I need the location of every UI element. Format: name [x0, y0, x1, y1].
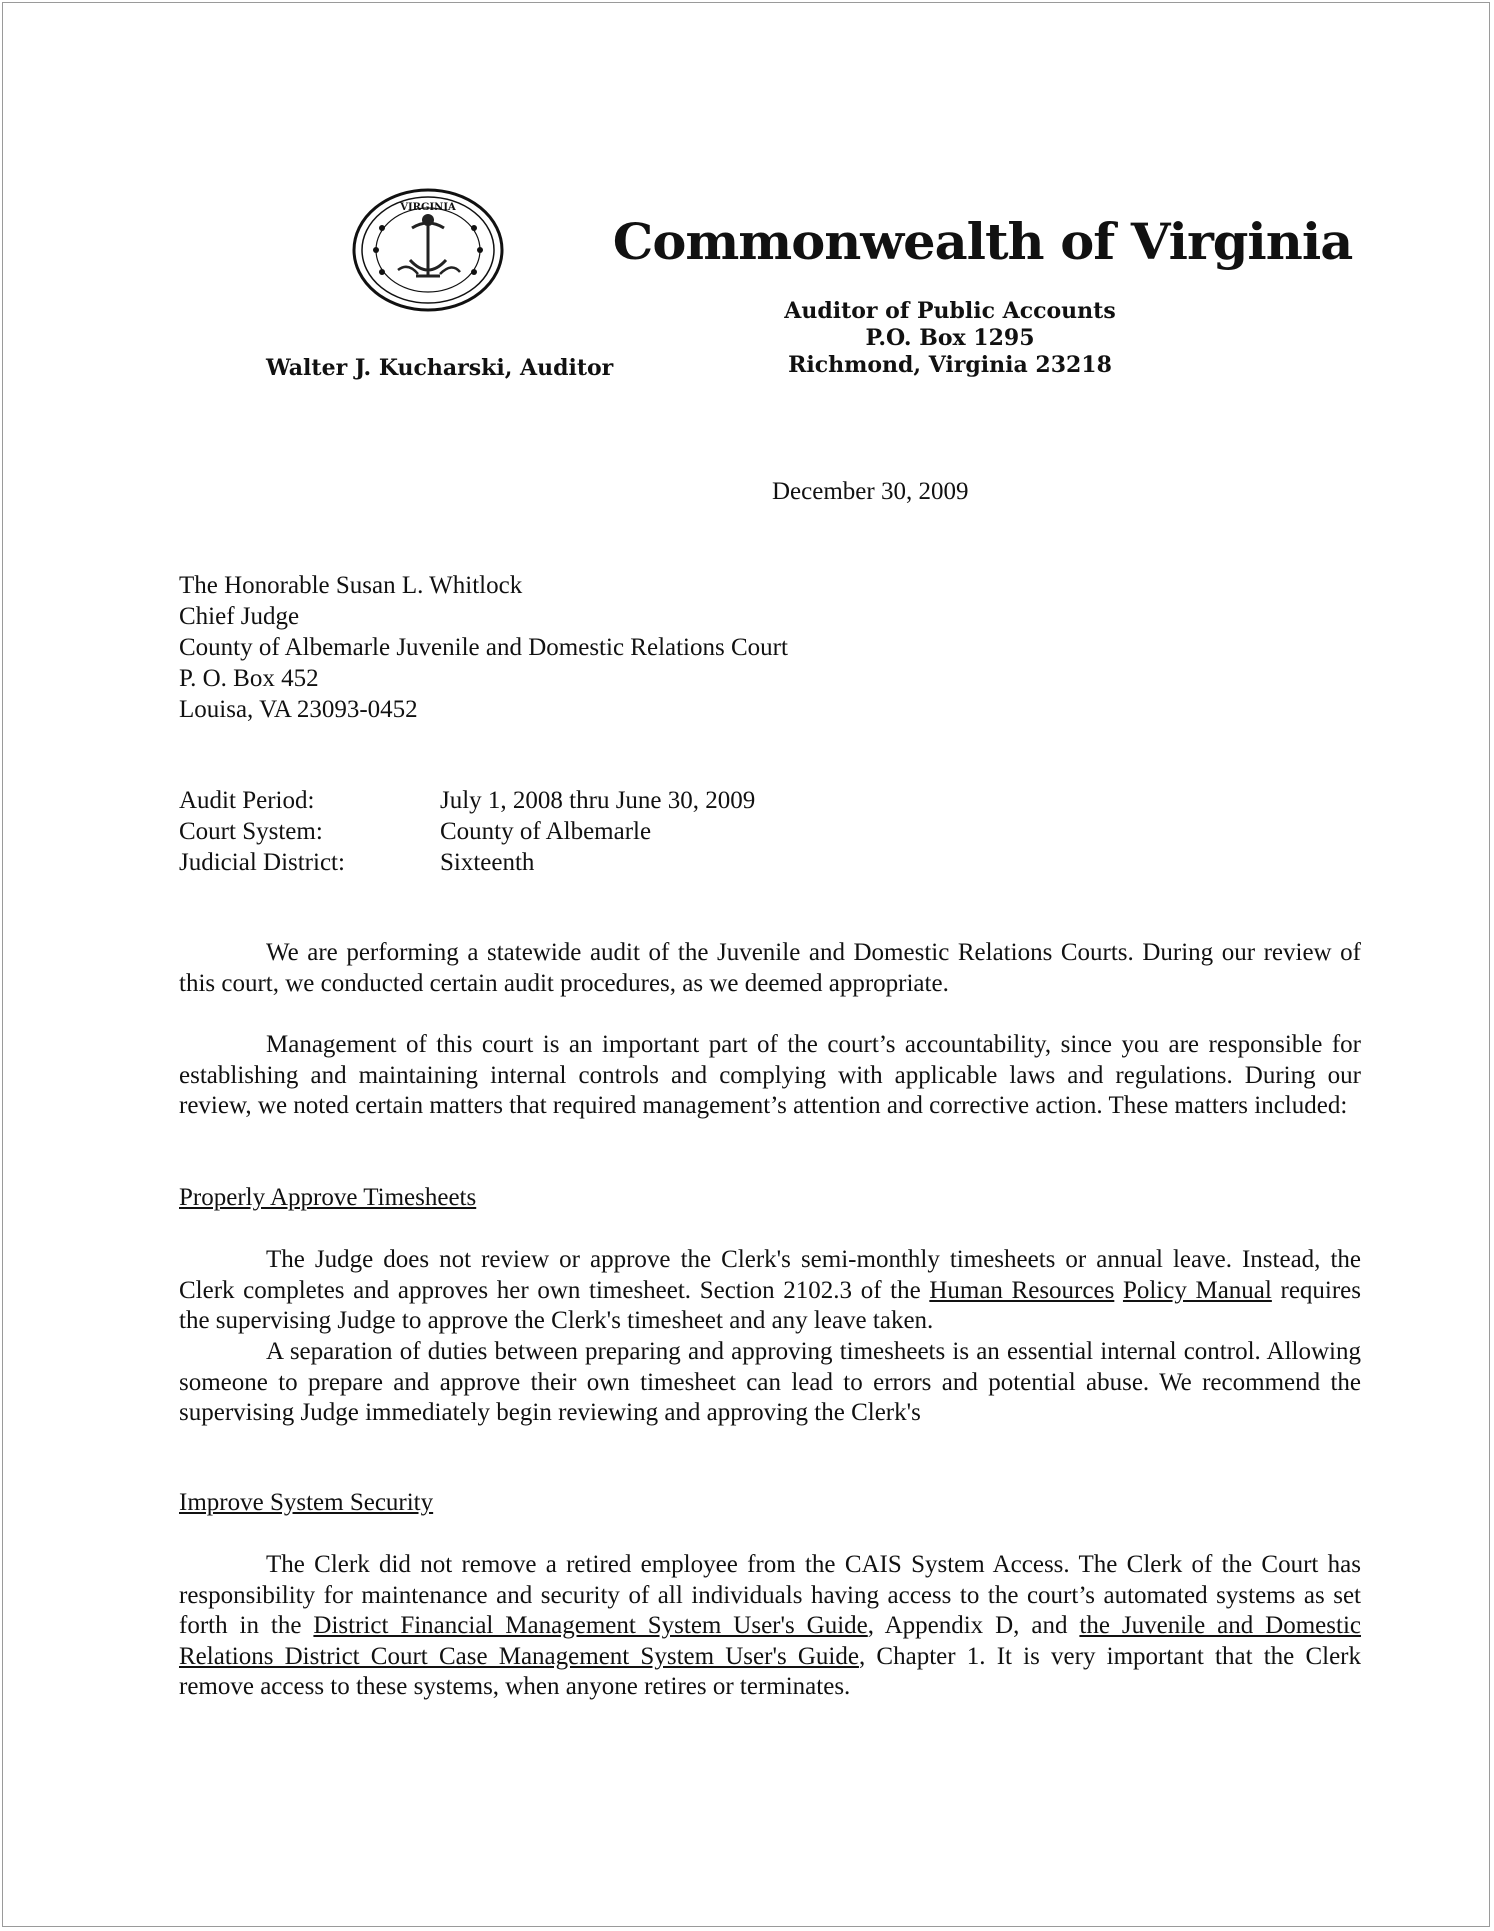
- section-heading-timesheets: Properly Approve Timesheets: [179, 1184, 477, 1211]
- letter-date: December 30, 2009: [772, 478, 969, 505]
- addressee-line: The Honorable Susan L. Whitlock: [179, 572, 523, 599]
- office-line-3: Richmond, Virginia 23218: [788, 352, 1112, 378]
- audit-info-row: [179, 847, 755, 878]
- audit-info-value: Sixteenth: [440, 849, 535, 876]
- office-line-1: Auditor of Public Accounts: [784, 298, 1116, 324]
- addressee-line: Louisa, VA 23093-0452: [179, 696, 418, 723]
- svg-text:VIRGINIA: VIRGINIA: [400, 202, 456, 213]
- addressee-block: [179, 570, 788, 725]
- audit-info-label: Audit Period:: [179, 787, 315, 814]
- paragraph-separation-of-duties: A separation of duties between preparing and approving timesheets is an essential internal control. Allowing someone to prepare and approve their own timesheet can lead to errors and potential abuse. We recommend the supervising Judge immediately begin reviewing and approving the Clerk's: [179, 1338, 1361, 1426]
- virginia-seal-icon: [352, 188, 504, 312]
- audit-info-block: [179, 785, 755, 878]
- paragraph-timesheets: [179, 1245, 1361, 1337]
- audit-info-label: Court System:: [179, 818, 323, 845]
- paragraph-text: requires the supervising Judge to approve the Clerk's timesheet and any leave taken.: [179, 1276, 1362, 1334]
- reference-human-resources: Human Resources: [929, 1276, 1115, 1304]
- paragraph-text: The Clerk did not remove a retired employee from the CAIS System Access. The Clerk of the Court has responsibility for maintenance and security of all individuals having access to the court’s automated systems as set forth in the: [179, 1551, 1361, 1639]
- audit-info-value: County of Albemarle: [440, 818, 652, 845]
- paragraph-text: The Judge does not review or approve the Clerk's semi-monthly timesheets or annual leave. Instead, the Clerk completes and approves her own timesheet. Section 2102.3 of the: [179, 1246, 1361, 1304]
- section-heading-system-security: Improve System Security: [179, 1489, 434, 1516]
- paragraph-system-security: [179, 1550, 1361, 1703]
- addressee-line: County of Albemarle Juvenile and Domestic Relations Court: [179, 634, 788, 661]
- audit-info-row: [179, 816, 755, 847]
- addressee-line: P. O. Box 452: [179, 665, 319, 692]
- reference-cms-guide: the Juvenile and Domestic Relations District Court Case Management System User's Guide: [179, 1612, 1361, 1670]
- addressee-line: Chief Judge: [179, 603, 300, 630]
- auditor-name: Walter J. Kucharski, Auditor: [266, 355, 614, 381]
- reference-dfms-guide: District Financial Management System User's Guide: [313, 1612, 868, 1639]
- paragraph-text: , Appendix D, and: [867, 1612, 1080, 1639]
- audit-info-row: [179, 785, 755, 816]
- reference-policy-manual: Policy Manual: [1122, 1276, 1272, 1304]
- audit-info-value: July 1, 2008 thru June 30, 2009: [440, 787, 756, 814]
- office-line-2: P.O. Box 1295: [865, 325, 1035, 351]
- paragraph-intro: We are performing a statewide audit of the Juvenile and Domestic Relations Courts. During our review of this court, we conducted certain audit procedures, as we deemed appropriate.: [179, 939, 1361, 997]
- office-address: [700, 298, 1200, 379]
- paragraph-management: Management of this court is an important part of the court’s accountability, since you are responsible for establishing and maintaining internal controls and complying with applicable laws and regulations. During our review, we noted certain matters that required management’s attention and corrective action. These matters included:: [179, 1031, 1361, 1119]
- commonwealth-heading: Commonwealth of Virginia: [612, 212, 1353, 271]
- paragraph-text: , Chapter 1. It is very important that the Clerk remove access to these systems, when anyone retires or terminates.: [179, 1642, 1361, 1700]
- audit-info-label: Judicial District:: [179, 849, 345, 876]
